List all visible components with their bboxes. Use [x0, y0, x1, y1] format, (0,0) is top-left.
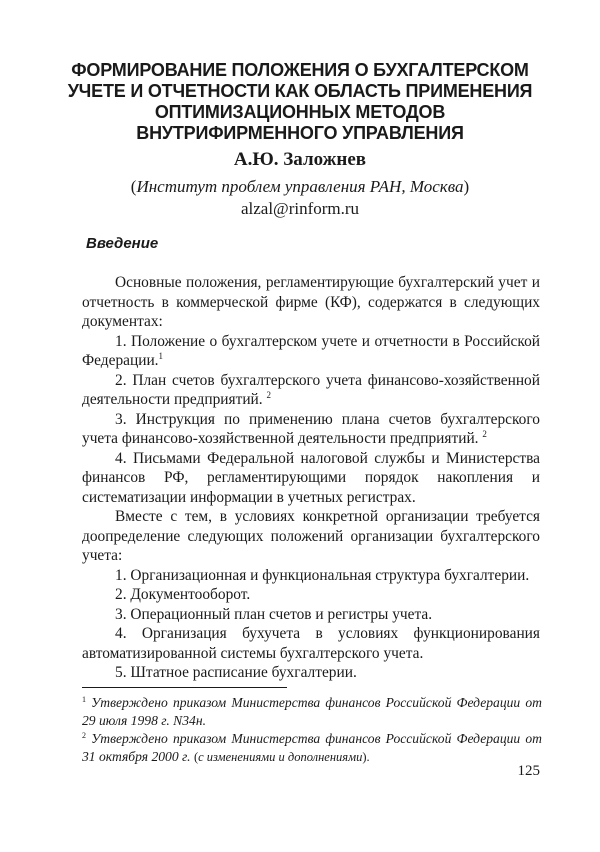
affiliation-open-paren: ( [130, 177, 137, 196]
footnote-ref-3: 2 [482, 429, 487, 439]
section-heading: Введение [86, 235, 159, 252]
document-item-3-text: 3. Инструкция по применению плана счетов бухгалтерского учета финансово-хозяйственной деятельности предприятий. [82, 410, 540, 447]
footnote-2-text: Утверждено приказом Министерства финансов Российской Федерации от 31 октября 2000 г. [82, 731, 542, 764]
document-item-2 [82, 371, 540, 410]
author-email: alzal@rinform.ru [240, 199, 360, 218]
footnote-1-text: Утверждено приказом Министерства финансов Российской Федерации от 29 июля 1998 г. N34н. [82, 695, 542, 728]
document-item-2-text: 2. План счетов бухгалтерского учета финансово-хозяйственной деятельности предприятий. [82, 371, 540, 408]
title-line-3: ОПТИМИЗАЦИОННЫХ МЕТОДОВ [154, 102, 446, 122]
paragraph-intro: Основные положения, регламентирующие бухгалтерский учет и отчетность в коммерческой фирме (КФ), содержатся в следующих документах: [82, 274, 540, 330]
footnote-ref-2: 2 [266, 390, 271, 400]
footnote-ref-1: 1 [158, 351, 164, 361]
article-title [60, 60, 540, 144]
footnote-2-paren-close: ). [362, 750, 370, 764]
affiliation-close-paren: ) [463, 177, 470, 196]
footnote-2-note: с изменениями и дополнениями [198, 750, 363, 764]
footnote-1-mark: 1 [82, 695, 86, 704]
body-text [82, 273, 540, 683]
footnote-2 [82, 730, 542, 766]
title-line-1: ФОРМИРОВАНИЕ ПОЛОЖЕНИЯ О БУХГАЛТЕРСКОМ [71, 60, 529, 80]
footnote-2-paren-open: ( [193, 750, 199, 764]
list-item-3: 3. Операционный план счетов и регистры учета. [115, 605, 433, 623]
title-line-4: ВНУТРИФИРМЕННОГО УПРАВЛЕНИЯ [136, 123, 464, 143]
list-item-4: 4. Организация бухучета в условиях функционирования автоматизированной системы бухгалтерского учета. [82, 625, 540, 662]
document-item-1-text: 1. Положение о бухгалтерском учете и отчетности в Российской Федерации. [82, 332, 540, 369]
paragraph-transition: Вместе с тем, в условиях конкретной организации требуется доопределение следующих положений организации бухгалтерского учета: [82, 508, 540, 564]
footnote-2-mark: 2 [82, 731, 86, 740]
footnotes [82, 694, 542, 766]
list-item-5: 5. Штатное расписание бухгалтерии. [115, 664, 357, 681]
footnote-divider [82, 687, 287, 688]
document-item-4: 4. Письмами Федеральной налоговой службы и Министерства финансов РФ, регламентирующими порядок накопления и систематизации информации в учетных регистрах. [82, 449, 540, 506]
list-item-1: 1. Организационная и функциональная структура бухгалтерии. [115, 566, 530, 584]
list-item-2: 2. Документооборот. [115, 586, 251, 603]
document-item-3 [82, 410, 540, 449]
page-number: 125 [517, 763, 540, 779]
footnote-1 [82, 694, 542, 730]
affiliation-name: Институт проблем управления РАН, Москва [136, 177, 464, 196]
author-affiliation [0, 176, 600, 198]
title-line-2: УЧЕТЕ И ОТЧЕТНОСТИ КАК ОБЛАСТЬ ПРИМЕНЕНИЯ [67, 81, 533, 101]
document-item-1 [82, 332, 540, 371]
author-name: А.Ю. Заложнев [233, 149, 367, 170]
